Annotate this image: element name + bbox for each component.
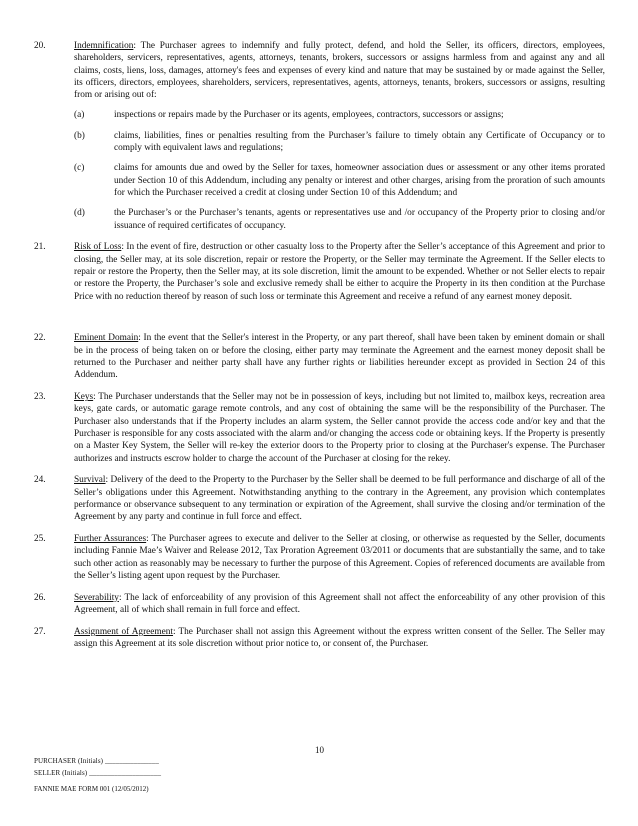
section-24-survival <box>34 474 605 523</box>
section-heading: Indemnification <box>74 41 134 51</box>
section-20-indemnification <box>34 40 605 232</box>
section-text: : In the event that the Seller's interest in the Property, or any part thereof, shall have been taken by eminent domain or shall be in the process of being taken on or before the closing, either party may terminate the Agreement and the earnest money deposit shall be returned to the Purchaser and neither party shall have any further rights or liabilities hereunder except as provided in Section 24 of this Addendum. <box>74 333 605 381</box>
purchaser-initials-line: PURCHASER (Initials) _______________ <box>34 757 159 765</box>
section-text: : The Purchaser understands that the Seller may not be in possession of keys, including but not limited to, mailbox keys, recreation area keys, gate cards, or automatic garage remote controls, and any cost of obtaining the same will be the responsibility of the Purchaser. The Purchaser also understands that if the Property includes an alarm system, the Seller cannot provide the access code and/or key and that the Purchaser is responsible for any costs associated with the alarm and/or changing the access code or obtaining keys. If the Property is presently on a Master Key System, the Seller will re-key the exterior doors to the Property prior to closing at the Purchaser's expense. The Purchaser authorizes and instructs escrow holder to charge the account of the Purchaser at closing for the rekey. <box>74 392 605 464</box>
subitem-text: claims, liabilities, fines or penalties resulting from the Purchaser’s failure to timely obtain any Certificate of Occupancy or to comply with equivalent laws and regulations; <box>114 130 605 154</box>
section-22-eminent-domain <box>34 332 605 381</box>
section-heading: Assignment of Agreement <box>74 626 174 637</box>
section-26-severability <box>34 592 605 617</box>
section-21-risk-of-loss <box>34 241 605 302</box>
section-number: 21. <box>34 242 46 253</box>
seller-initials-line: SELLER (Initials) ____________________ <box>34 769 162 777</box>
subitem-text: the Purchaser’s or the Purchaser’s tenants, agents or representatives use and /or occupancy of the Property prior to closing and/or issuance of required certificates of occupancy. <box>114 208 605 231</box>
subitem-label: (d) <box>74 208 85 219</box>
blank-spacer <box>34 312 605 332</box>
subitem-label: (a) <box>74 110 85 121</box>
page-number: 10 <box>315 745 324 755</box>
section-number: 20. <box>34 41 46 51</box>
section-number: 24. <box>34 475 46 486</box>
section-number: 27. <box>34 626 46 637</box>
section-number: 26. <box>34 592 46 603</box>
section-heading: Survival <box>74 475 106 486</box>
section-heading: Eminent Domain <box>74 333 139 344</box>
section-heading: Further Assurances <box>74 534 147 544</box>
section-text: : In the event of fire, destruction or other casualty loss to the Property after the Seller’s acceptance of this Agreement and prior to closing, the Seller may, at its sole discretion, repair or restore the Property, or the Seller may terminate the Agreement. If the Seller elects to repair or restore the Property, then the Seller may, at its sole discretion, limit the amount to be expended. Whether or not Seller elects to repair or restore the Property, the Purchaser’s sole and exclusive remedy shall be either to acquire the Property in its then condition at the Purchase Price with no reduction thereof by reason of such loss or terminate this Agreement and receive a refund of any earnest money deposit. <box>74 242 605 302</box>
section-text: : The lack of enforceability of any provision of this Agreement shall not affect the enforceability of any other provision of this Agreement, all of which shall remain in full force and effect. <box>74 592 605 615</box>
subitem-text: inspections or repairs made by the Purchaser or its agents, employees, contractors, successors or assigns; <box>114 110 504 121</box>
section-text: : The Purchaser shall not assign this Agreement without the express written consent of the Seller. The Seller may assign this Agreement at its sole discretion without prior notice to, or consent of, the Purchaser. <box>74 626 606 650</box>
section-number: 22. <box>34 333 46 344</box>
section-23-keys <box>34 391 605 465</box>
subitem-d <box>74 207 605 232</box>
subitem-text: claims for amounts due and owed by the Seller for taxes, homeowner association dues or assessment or any other items prorated under Section 10 of this Addendum, including any penalty or interest and other charges, arising from the proration of such amounts for which the Purchaser received a credit at closing under Section 10 of this Addendum; and <box>114 163 605 198</box>
section-25-further-assurances <box>34 533 605 582</box>
section-text: : The Purchaser agrees to execute and deliver to the Seller at closing, or otherwise as requested by the Seller, documents including Fannie Mae’s Waiver and Release 2012, Tax Proration Agreement 03/2011 or documents that are substantially the same, and to take such other action as reasonably may be necessary to further the purpose of this Agreement. Copies of referenced documents are available from the Seller’s listing agent upon request by the Purchaser. <box>74 534 605 581</box>
section-heading: Risk of Loss <box>74 242 122 253</box>
subitem-label: (b) <box>74 130 85 141</box>
subitem-a <box>74 109 605 121</box>
subitem-c <box>74 162 605 199</box>
subitem-b <box>74 130 605 155</box>
section-27-assignment-of-agreement <box>34 626 605 651</box>
document-body <box>34 40 605 660</box>
section-heading: Severability <box>74 592 119 603</box>
section-heading: Keys <box>74 392 94 403</box>
section-number: 25. <box>34 534 46 544</box>
subitem-label: (c) <box>74 163 85 174</box>
section-text: : Delivery of the deed to the Property to the Purchaser by the Seller shall be deemed to be full performance and discharge of all of the Seller’s obligations under this Agreement. Notwithstanding anything to the contrary in the Agreement, any provision which contemplates performance or observance subsequent to any termination or expiration of the Agreement, shall survive the closing and/or termination of the Agreement by any party and continue in full force and effect. <box>74 475 605 523</box>
section-number: 23. <box>34 392 46 403</box>
section-text: : The Purchaser agrees to indemnify and fully protect, defend, and hold the Seller, its officers, directors, employees, shareholders, servicers, representatives, agents, attorneys, tenants, brokers, successors or assigns harmless from and against any and all claims, costs, liens, loss, damages, attorney's fees and expenses of every kind and nature that may be sustained by or made against the Seller, its officers, directors, employees, shareholders, servicers, representatives, agents, attorneys, tenants, brokers, successors or assigns, resulting from or arising out of: <box>74 41 605 101</box>
form-identifier: FANNIE MAE FORM 001 (12/05/2012) <box>34 785 149 793</box>
